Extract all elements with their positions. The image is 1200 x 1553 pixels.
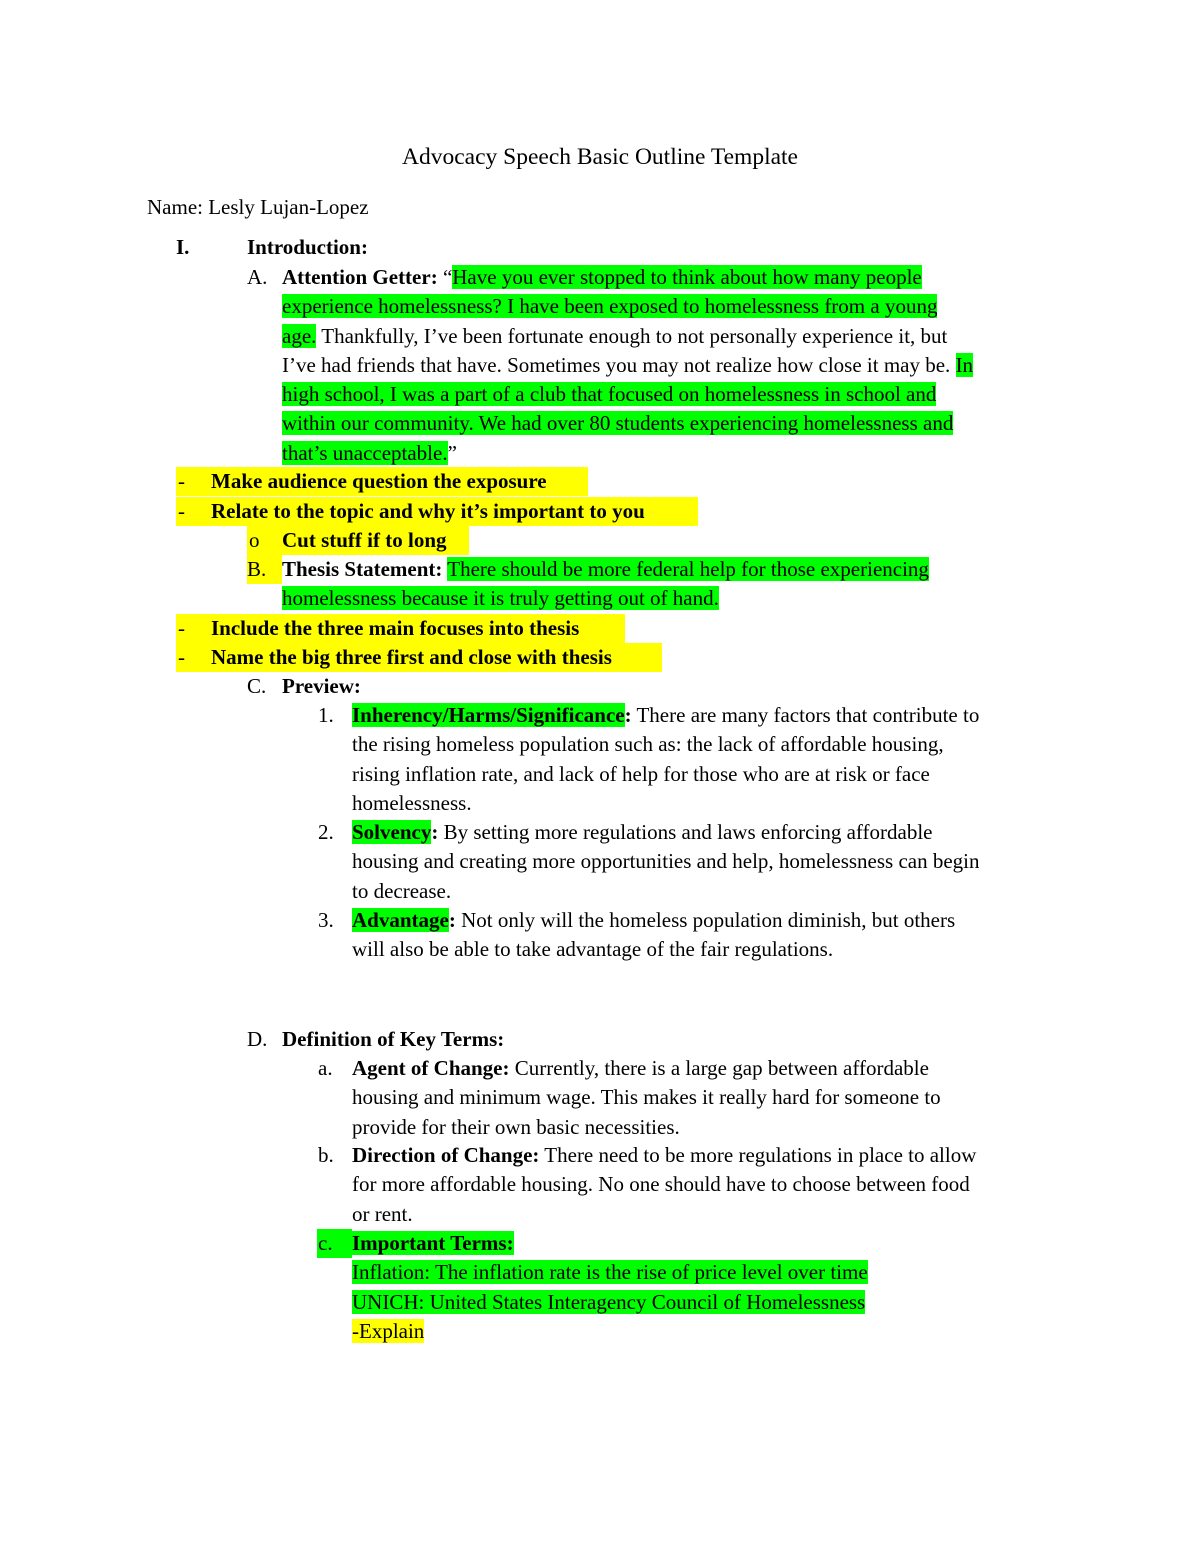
preview-line: Inherency/Harms/Significance: There are many factors that contribute to (352, 703, 980, 727)
definition-line: provide for their own basic necessities. (352, 1114, 680, 1139)
attention-line: within our community. We had over 80 students experiencing homelessness and (282, 411, 954, 436)
preview-heading: Preview: (282, 674, 361, 698)
important-terms (352, 1229, 868, 1346)
note-item: - Make audience question the exposure (176, 467, 588, 496)
important-term: Inflation: The inflation rate is the rise of price level over time (352, 1260, 868, 1285)
definition-direction-of-change (352, 1141, 976, 1229)
preview-line: the rising homeless population such as: the lack of affordable housing, (352, 732, 944, 757)
section-marker: I. (176, 235, 190, 259)
preview-line: Solvency: By setting more regulations and laws enforcing affordable (352, 820, 933, 844)
definition-line: housing and minimum wage. This makes it really hard for someone to (352, 1085, 941, 1110)
definition-marker: b. (318, 1143, 334, 1167)
preview-line: rising inflation rate, and lack of help for those who are at risk or face (352, 761, 930, 786)
definitions-marker: D. (247, 1027, 268, 1051)
preview-line: homelessness. (352, 790, 472, 815)
note-item: - Relate to the topic and why it’s important to you (176, 497, 698, 526)
attention-line: experience homelessness? I have been exposed to homelessness from a young (282, 294, 938, 319)
attention-line: I’ve had friends that have. Sometimes you may not realize how close it may be. In (282, 352, 974, 377)
important-terms-label: Important Terms: (352, 1231, 514, 1255)
preview-item-inherency (352, 701, 979, 818)
definitions-heading: Definition of Key Terms: (282, 1027, 505, 1051)
definition-line: for more affordable housing. No one should have to choose between food (352, 1172, 970, 1197)
preview-item-marker: 2. (318, 820, 334, 844)
note-item: - Name the big three first and close with thesis (176, 643, 662, 672)
note-item: - Include the three main focuses into thesis (176, 614, 625, 643)
attention-marker: A. (247, 265, 268, 289)
document-title: Advocacy Speech Basic Outline Template (402, 144, 798, 170)
preview-item-advantage (352, 906, 955, 965)
thesis-statement (282, 555, 929, 614)
thesis-line: Thesis Statement: There should be more federal help for those experiencing (282, 557, 929, 581)
preview-line: to decrease. (352, 878, 452, 903)
definition-agent-of-change (352, 1054, 941, 1142)
preview-line: Advantage: Not only will the homeless population diminish, but others (352, 908, 956, 932)
important-terms-marker: c. (317, 1229, 352, 1258)
preview-item-marker: 1. (318, 703, 334, 727)
preview-item-solvency (352, 818, 980, 906)
definition-line: Direction of Change: There need to be more regulations in place to allow (352, 1143, 977, 1167)
definition-line: or rent. (352, 1201, 413, 1226)
student-name: Name: Lesly Lujan-Lopez (147, 195, 369, 219)
attention-line: that’s unacceptable.” (282, 440, 457, 465)
sub-note: o Cut stuff if to long (247, 526, 469, 555)
thesis-line: homelessness because it is truly getting out of hand. (282, 586, 719, 611)
attention-line: high school, I was a part of a club that focused on homelessness in school and (282, 382, 937, 407)
preview-marker: C. (247, 674, 267, 698)
important-terms-note: -Explain (352, 1318, 425, 1343)
section-heading: Introduction: (247, 235, 368, 259)
definition-marker: a. (318, 1056, 333, 1080)
thesis-marker: B. (247, 555, 282, 584)
definition-line: Agent of Change: Currently, there is a large gap between affordable (352, 1056, 929, 1080)
attention-line: age. Thankfully, I’ve been fortunate enough to not personally experience it, but (282, 323, 948, 348)
preview-item-marker: 3. (318, 908, 334, 932)
preview-line: will also be able to take advantage of the fair regulations. (352, 937, 834, 962)
important-term: UNICH: United States Interagency Council of Homelessness (352, 1289, 866, 1314)
attention-line: Attention Getter: “Have you ever stopped to think about how many people (282, 265, 922, 289)
attention-getter (282, 263, 973, 468)
preview-line: housing and creating more opportunities and help, homelessness can begin (352, 849, 980, 874)
